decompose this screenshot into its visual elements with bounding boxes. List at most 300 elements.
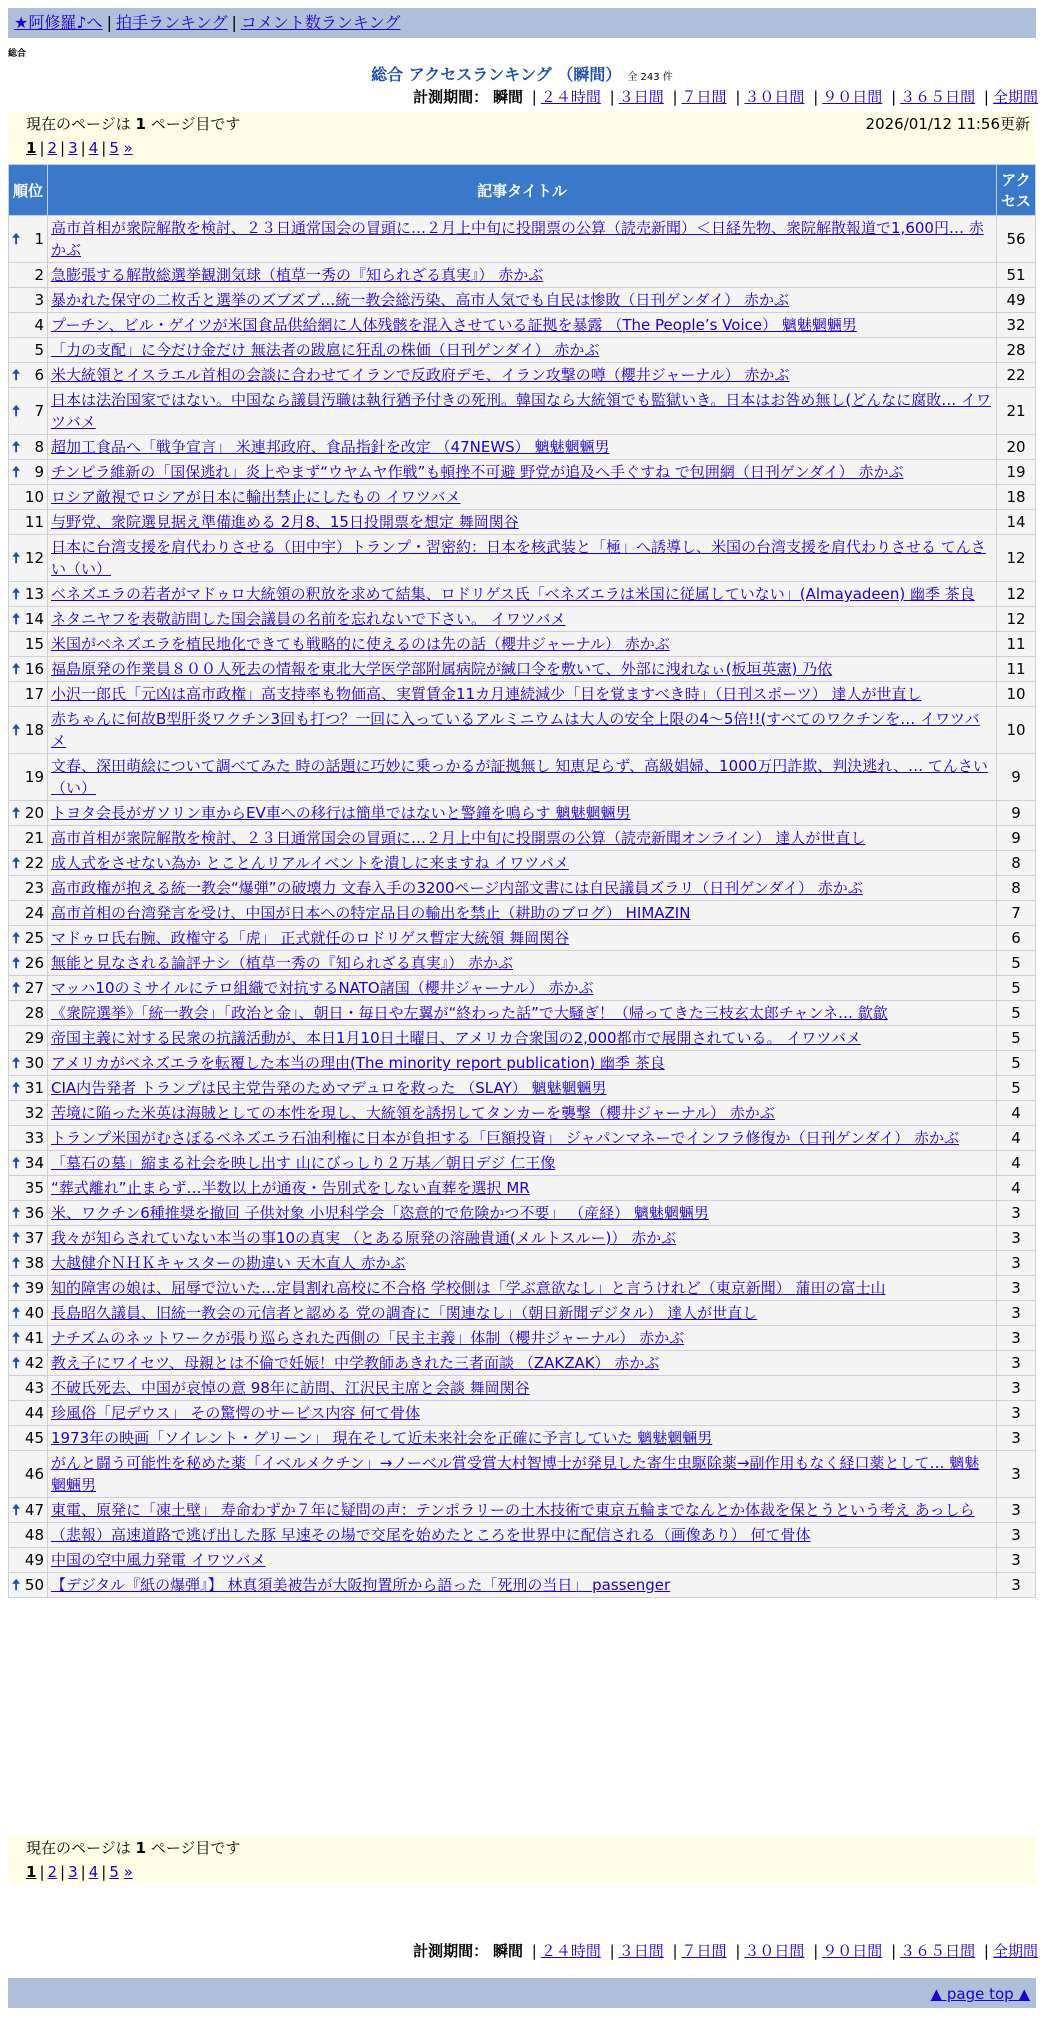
title-cell — [48, 1301, 996, 1325]
nav-separator: | — [106, 13, 112, 32]
rank-number: 19 — [24, 768, 44, 786]
rank-number: 31 — [24, 1079, 44, 1097]
article-link[interactable]: 高市首相が衆院解散を検討、２３日通常国会の冒頭に…２月上中旬に投開票の公算（読売新聞オンライン） 達人が世直し — [51, 829, 866, 847]
article-link[interactable]: 苦境に陥った米英は海賊としての本性を現し、大統領を誘拐してタンカーを襲撃（櫻井ジャーナル） 赤かぶ — [51, 1104, 775, 1122]
comment-ranking-link[interactable]: コメント数ランキング — [240, 13, 401, 32]
rank-cell — [9, 1498, 47, 1522]
rank-number: 49 — [24, 1551, 44, 1569]
period-link-all[interactable]: 全期間 — [992, 1942, 1038, 1960]
table-row — [9, 1326, 1035, 1350]
access-count: 4 — [997, 1176, 1035, 1200]
article-link[interactable]: 無能と見なされる論評ナシ（植草一秀の『知られざる真実』） 赤かぶ — [51, 954, 513, 972]
access-count: 3 — [997, 1451, 1035, 1497]
article-link[interactable]: CIA内告発者 トランプは民主党告発のためマデュロを救った （SLAY） 魑魅魍魎男 — [51, 1079, 607, 1097]
rank-cell — [9, 876, 47, 900]
rank-number: 33 — [24, 1129, 44, 1147]
up-arrow-icon: 🠅 — [12, 366, 21, 384]
title-cell — [48, 926, 996, 950]
rank-cell — [9, 707, 47, 753]
rank-number: 36 — [24, 1204, 44, 1222]
rank-number: 41 — [24, 1329, 44, 1347]
article-link[interactable]: 帝国主義に対する民衆の抗議活動が、本日1月10日土曜日、アメリカ合衆国の2,000都市で展開されている。 イワツバメ — [51, 1029, 861, 1047]
up-arrow-icon: 🠅 — [12, 954, 21, 972]
pager-link-4[interactable]: 4 — [88, 139, 99, 157]
pager-top: 1 | 2 | 3 | 4 | 5 » — [26, 139, 133, 157]
title-cell — [48, 1026, 996, 1050]
title-cell — [48, 485, 996, 509]
access-count: 49 — [997, 288, 1035, 312]
rank-number: 3 — [34, 291, 44, 309]
article-link[interactable]: 大越健介ＮＨＫキャスターの勘違い 天木直人 赤かぶ — [51, 1254, 406, 1272]
access-count: 28 — [997, 338, 1035, 362]
article-link[interactable]: ナチズムのネットワークが張り巡らされた西側の「民主主義」体制（櫻井ジャーナル） 赤かぶ — [51, 1329, 685, 1347]
rank-cell — [9, 388, 47, 434]
title-cell — [48, 1426, 996, 1450]
rank-number: 15 — [24, 635, 44, 653]
article-link[interactable]: 暴かれた保守の二枚舌と選挙のズブズブ…統一教会総汚染、高市人気でも自民は惨敗（日刊ゲンダイ） 赤かぶ — [51, 291, 789, 309]
up-arrow-icon: 🠅 — [12, 721, 21, 739]
rank-cell — [9, 1101, 47, 1125]
rank-number: 50 — [24, 1576, 44, 1594]
rank-cell — [9, 1276, 47, 1300]
pager-link-3[interactable]: 3 — [68, 1863, 78, 1881]
table-row — [9, 607, 1035, 631]
article-link[interactable]: 高市首相が衆院解散を検討、２３日通常国会の冒頭に…２月上中旬に投開票の公算（読売新聞）＜日経先物、衆院解散報道で1,600円… 赤かぶ — [51, 219, 984, 259]
article-link[interactable]: 高市首相の台湾発言を受け、中国が日本への特定品目の輸出を禁止（耕助のブログ） HIMAZIN — [51, 904, 691, 922]
table-row — [9, 1226, 1035, 1250]
rank-number: 45 — [24, 1429, 44, 1447]
rank-cell — [9, 1451, 47, 1497]
period-label: 計測期間： — [413, 1942, 489, 1960]
rank-number: 4 — [34, 316, 44, 334]
article-link[interactable]: チンピラ維新の「国保逃れ」炎上やまず“ウヤムヤ作戦”も頓挫不可避 野党が追及へ手ぐすね で包囲網（日刊ゲンダイ） 赤かぶ — [51, 463, 904, 481]
pager-link-2[interactable]: 2 — [47, 139, 58, 157]
rank-cell — [9, 485, 47, 509]
table-row — [9, 1201, 1035, 1225]
rank-cell — [9, 460, 47, 484]
table-row — [9, 1176, 1035, 1200]
title-cell — [48, 976, 996, 1000]
title-cell — [48, 460, 996, 484]
article-link[interactable]: 成人式をさせない為か とことんリアルイベントを潰しに来ますね イワツバメ — [51, 854, 569, 872]
article-link[interactable]: 長島昭久議員、旧統一教会の元信者と認める 党の調査に「関連なし」（朝日新聞デジタル） 達人が世直し — [51, 1304, 758, 1322]
period-label: 計測期間： — [413, 88, 489, 106]
rank-number: 14 — [24, 610, 44, 628]
page-info-number: 1 — [135, 115, 146, 133]
rank-number: 37 — [24, 1229, 44, 1247]
table-row — [9, 1001, 1035, 1025]
article-link[interactable]: 日本は法治国家ではない。中国なら議員汚職は執行猶予付きの死刑。韓国なら大統領でも監獄いき。日本はお咎め無し(どんなに腐敗… イワツバメ — [51, 391, 992, 431]
title-cell — [48, 288, 996, 312]
access-count: 9 — [997, 801, 1035, 825]
table-row — [9, 1451, 1035, 1497]
article-link[interactable]: 赤ちゃんに何故B型肝炎ワクチン3回も打つ？一回に入っているアルミニウムは大人の安全上限の4～5倍!!(すべてのワクチンを… イワツバメ — [51, 710, 980, 750]
title-cell — [48, 657, 996, 681]
table-row — [9, 288, 1035, 312]
title-cell — [48, 1451, 996, 1497]
rank-cell — [9, 338, 47, 362]
article-link[interactable]: 中国の空中風力発電 イワツバメ — [51, 1551, 266, 1569]
article-link[interactable]: 日本に台湾支援を肩代わりさせる（田中宇）トランプ・習密約：日本を核武装と「極」へ誘導し、米国の台湾支援を肩代わりさせる てんさい（い） — [51, 538, 986, 578]
up-arrow-icon: 🠅 — [12, 1576, 21, 1594]
rank-cell — [9, 1401, 47, 1425]
pager-link-4[interactable]: 4 — [88, 1863, 99, 1881]
rank-number: 18 — [24, 721, 44, 739]
title-cell — [48, 1101, 996, 1125]
up-arrow-icon: 🠅 — [12, 610, 21, 628]
article-link[interactable]: 高市政権が抱える統一教会“爆弾”の破壊力 文春入手の3200ページ内部文書には自民議員ズラリ（日刊ゲンダイ） 赤かぶ — [51, 879, 863, 897]
title-cell — [48, 707, 996, 753]
rank-cell — [9, 263, 47, 287]
period-link-365d[interactable]: ３６５日間 — [900, 1942, 976, 1960]
rank-number: 30 — [24, 1054, 44, 1072]
article-link[interactable]: 珍風俗「尼デウス」 その驚愕のサービス内容 何て骨体 — [51, 1404, 421, 1422]
clap-ranking-link[interactable]: 拍手ランキング — [115, 13, 228, 32]
access-count: 20 — [997, 435, 1035, 459]
access-count: 56 — [997, 216, 1035, 262]
up-arrow-icon: 🠅 — [12, 585, 21, 603]
access-count: 3 — [997, 1426, 1035, 1450]
up-arrow-icon: 🠅 — [12, 1304, 21, 1322]
table-row — [9, 460, 1035, 484]
access-count: 3 — [997, 1401, 1035, 1425]
page-info-prefix: 現在のページは — [26, 115, 131, 133]
pager-current: 1 — [26, 1863, 37, 1881]
access-count: 12 — [997, 607, 1035, 631]
title-cell — [48, 1201, 996, 1225]
period-link-90d[interactable]: ９０日間 — [822, 1942, 883, 1960]
access-count: 5 — [997, 1076, 1035, 1100]
title-cell — [48, 535, 996, 581]
rank-number: 23 — [24, 879, 44, 897]
access-count: 51 — [997, 263, 1035, 287]
title-cell — [48, 682, 996, 706]
table-row — [9, 535, 1035, 581]
rank-cell — [9, 1076, 47, 1100]
rank-cell — [9, 582, 47, 606]
table-row — [9, 1498, 1035, 1522]
up-arrow-icon: 🠅 — [12, 1279, 21, 1297]
rank-number: 29 — [24, 1029, 44, 1047]
table-row — [9, 657, 1035, 681]
updated-timestamp: 2026/01/12 11:56更新 — [865, 115, 1030, 133]
article-link[interactable]: マドゥロ氏右腕、政権守る「虎」 正式就任のロドリゲス暫定大統領 舞岡関谷 — [51, 929, 570, 947]
title-cell — [48, 607, 996, 631]
rank-cell — [9, 1548, 47, 1572]
period-link-90d[interactable]: ９０日間 — [822, 88, 883, 106]
pager-link-5[interactable]: 5 — [109, 1863, 119, 1881]
ranking-body — [9, 216, 1035, 1597]
table-row — [9, 1301, 1035, 1325]
access-count: 8 — [997, 851, 1035, 875]
access-count: 3 — [997, 1326, 1035, 1350]
title-cell — [48, 1351, 996, 1375]
period-link-7d[interactable]: ７日間 — [681, 88, 727, 106]
article-link[interactable]: （悲報）高速道路で逃げ出した豚 早速その場で交尾を始めたところを世界中に配信される（画像あり） 何て骨体 — [51, 1526, 811, 1544]
article-link[interactable]: 米大統領とイスラエル首相の会談に合わせてイランで反政府デモ、イラン攻撃の噂（櫻井ジャーナル） 赤かぶ — [51, 366, 790, 384]
period-current: 瞬間 — [492, 1942, 523, 1960]
article-link[interactable]: 米国がベネズエラを植民地化できても戦略的に使えるのは先の話（櫻井ジャーナル） 赤かぶ — [51, 635, 670, 653]
article-link[interactable]: マッハ10のミサイルにテロ組織で対抗するNATO諸国（櫻井ジャーナル） 赤かぶ — [51, 979, 594, 997]
rank-number: 1 — [34, 230, 44, 248]
period-link-all[interactable]: 全期間 — [992, 88, 1038, 106]
access-count: 19 — [997, 460, 1035, 484]
rank-number: 16 — [24, 660, 44, 678]
up-arrow-icon: 🠅 — [12, 438, 21, 456]
rank-cell — [9, 216, 47, 262]
rank-number: 35 — [24, 1179, 44, 1197]
pager-link-5[interactable]: 5 — [109, 139, 119, 157]
article-link[interactable]: トランプ米国がむさぼるベネズエラ石油利権に日本が負担する「巨額投資」 ジャパンマネーでインフラ修復か（日刊ゲンダイ） 赤かぶ — [51, 1129, 960, 1147]
title-cell — [48, 1548, 996, 1572]
rank-number: 20 — [24, 804, 44, 822]
page-info-top — [8, 112, 1036, 162]
pager-link-3[interactable]: 3 — [68, 139, 78, 157]
up-arrow-icon: 🠅 — [12, 1054, 21, 1072]
table-row — [9, 901, 1035, 925]
up-arrow-icon: 🠅 — [12, 1329, 21, 1347]
page-info-suffix: ページ目です — [150, 115, 241, 133]
page-info-bottom — [8, 1836, 1036, 1884]
table-row — [9, 1126, 1035, 1150]
title-cell — [48, 851, 996, 875]
title-cell — [48, 1001, 996, 1025]
title-cell — [48, 582, 996, 606]
rank-cell — [9, 1251, 47, 1275]
period-link-3d[interactable]: ３日間 — [618, 1942, 664, 1960]
rank-number: 12 — [24, 549, 44, 567]
rank-cell — [9, 801, 47, 825]
period-nav-top: 計測期間： 瞬間 | ２４時間 | ３日間 | ７日間 | ３０日間 | ９０日間 | ３６５日間 | 全期間 — [413, 88, 1038, 106]
access-count: 3 — [997, 1523, 1035, 1547]
article-link[interactable]: 東電、原発に「凍土壁」 寿命わずか７年に疑問の声：テンポラリーの土木技術で東京五輪までなんとか体裁を保とうという考え あっしら — [51, 1501, 975, 1519]
category-label: 総合 — [8, 49, 27, 59]
page-info-suffix: ページ目です — [150, 1839, 241, 1857]
rank-cell — [9, 1573, 47, 1597]
table-row — [9, 313, 1035, 337]
period-nav-bottom: 計測期間： 瞬間 | ２４時間 | ３日間 | ７日間 | ３０日間 | ９０日間 | ３６５日間 | 全期間 — [413, 1942, 1038, 1960]
up-arrow-icon: 🠅 — [12, 1154, 21, 1172]
article-link[interactable]: プーチン、ビル・ゲイツが米国食品供給網に人体残骸を混入させている証拠を暴露 （The People’s Voice） 魑魅魍魎男 — [51, 316, 857, 334]
title-cell — [48, 901, 996, 925]
table-row — [9, 1026, 1035, 1050]
title-cell — [48, 388, 996, 434]
title-cell — [48, 801, 996, 825]
page-info-prefix: 現在のページは — [26, 1839, 131, 1857]
table-row — [9, 926, 1035, 950]
rank-cell — [9, 951, 47, 975]
article-link[interactable]: 「力の支配」に今だけ金だけ 無法者の跋扈に狂乱の株価（日刊ゲンダイ） 赤かぶ — [51, 341, 600, 359]
article-link[interactable]: トヨタ会長がガソリン車からEV車への移行は簡単ではないと警鐘を鳴らす 魑魅魍魎男 — [51, 804, 631, 822]
article-link[interactable]: 【デジタル『紙の爆弾』】 林真須美被告が大阪拘置所から語った「死刑の当日」 passenger — [51, 1576, 671, 1594]
table-row — [9, 338, 1035, 362]
up-arrow-icon: 🠅 — [12, 230, 21, 248]
home-link[interactable]: ★阿修羅♪へ — [14, 13, 103, 32]
table-header-row — [9, 165, 1035, 215]
title-cell — [48, 951, 996, 975]
header-access: アクセス — [997, 165, 1035, 215]
table-row — [9, 851, 1035, 875]
period-link-24h[interactable]: ２４時間 — [540, 88, 601, 106]
title-cell — [48, 363, 996, 387]
article-link[interactable]: 文春、深田萌絵について調べてみた 時の話題に巧妙に乗っかるが証拠無し 知恵足らず、高級娼婦、1000万円詐欺、判決逃れ、… てんさい（い） — [51, 757, 988, 797]
access-count: 3 — [997, 1251, 1035, 1275]
title-cell — [48, 263, 996, 287]
article-link[interactable]: 急膨張する解散総選挙観測気球（植草一秀の『知られざる真実』） 赤かぶ — [51, 266, 544, 284]
table-row — [9, 388, 1035, 434]
rank-number: 40 — [24, 1304, 44, 1322]
rank-cell — [9, 1301, 47, 1325]
header-title: 記事タイトル — [48, 165, 996, 215]
access-count: 3 — [997, 1498, 1035, 1522]
table-row — [9, 1401, 1035, 1425]
page-top-link[interactable]: ▲ page top ▲ — [930, 1985, 1030, 2003]
title-cell — [48, 338, 996, 362]
rank-cell — [9, 510, 47, 534]
access-count: 3 — [997, 1301, 1035, 1325]
table-row — [9, 263, 1035, 287]
table-row — [9, 951, 1035, 975]
rank-number: 32 — [24, 1104, 44, 1122]
article-link[interactable]: 福島原発の作業員８００人死去の情報を東北大学医学部附属病院が緘口令を敷いて、外部に洩れなぃ(板垣英憲) 乃依 — [51, 660, 833, 678]
article-link[interactable]: 与野党、衆院選見据え準備進める 2月8、15日投開票を想定 舞岡関谷 — [51, 513, 519, 531]
rank-cell — [9, 1001, 47, 1025]
rank-number: 47 — [24, 1501, 44, 1519]
access-count: 3 — [997, 1573, 1035, 1597]
table-row — [9, 435, 1035, 459]
rank-number: 8 — [34, 438, 44, 456]
rank-number: 17 — [24, 685, 44, 703]
access-count: 3 — [997, 1376, 1035, 1400]
rank-number: 13 — [24, 585, 44, 603]
table-row — [9, 801, 1035, 825]
article-link[interactable]: 《衆院選挙》「統一教会」「政治と金」、朝日・毎日や左翼が“終わった話”で大騒ぎ！（帰ってきた三枝玄太郎チャンネ… 歙歙 — [51, 1004, 888, 1022]
title-cell — [48, 1251, 996, 1275]
article-link[interactable]: 小沢一郎氏「元凶は高市政権」高支持率も物価高、実質賃金11カ月連続減少「目を覚ますべき時」（日刊スポーツ） 達人が世直し — [51, 685, 922, 703]
table-row — [9, 485, 1035, 509]
access-count: 5 — [997, 1051, 1035, 1075]
table-row — [9, 1051, 1035, 1075]
title-cell — [48, 1051, 996, 1075]
title-cell — [48, 1401, 996, 1425]
access-count: 4 — [997, 1151, 1035, 1175]
article-link[interactable]: 1973年の映画「ソイレント・グリーン」 現在そして近未来社会を正確に予言していた 魑魅魍魎男 — [51, 1429, 713, 1447]
rank-cell — [9, 1226, 47, 1250]
rank-cell — [9, 657, 47, 681]
rank-number: 44 — [24, 1404, 44, 1422]
article-link[interactable]: がんと闘う可能性を秘めた薬「イベルメクチン」→ノーベル賞受賞大村智博士が発見した寄生虫駆除薬→副作用もなく経口薬として… 魑魅魍魎男 — [51, 1454, 980, 1494]
access-count: 14 — [997, 510, 1035, 534]
up-arrow-icon: 🠅 — [12, 402, 21, 420]
period-link-365d[interactable]: ３６５日間 — [900, 88, 976, 106]
article-link[interactable]: “葬式離れ”止まらず…半数以上が通夜・告別式をしない直葬を選択 MR — [51, 1179, 530, 1197]
rank-cell — [9, 682, 47, 706]
access-count: 6 — [997, 926, 1035, 950]
rank-number: 9 — [34, 463, 44, 481]
rank-cell — [9, 535, 47, 581]
rank-cell — [9, 435, 47, 459]
title-cell — [48, 313, 996, 337]
pager-next[interactable]: » — [123, 139, 133, 157]
title-cell — [48, 1176, 996, 1200]
access-count: 5 — [997, 1026, 1035, 1050]
article-link[interactable]: 我々が知らされていない本当の事10の真実 （とある原発の溶融貴通(メルトスルー)） 赤かぶ — [51, 1229, 677, 1247]
pager-next[interactable]: » — [123, 1863, 133, 1881]
article-link[interactable]: ネタニヤフを表敬訪問した国会議員の名前を忘れないで下さい。 イワツバメ — [51, 610, 566, 628]
rank-number: 38 — [24, 1254, 44, 1272]
access-count: 11 — [997, 657, 1035, 681]
rank-cell — [9, 1126, 47, 1150]
access-count: 10 — [997, 707, 1035, 753]
rank-number: 25 — [24, 929, 44, 947]
table-row — [9, 1151, 1035, 1175]
table-row — [9, 510, 1035, 534]
title-cell — [48, 1326, 996, 1350]
article-link[interactable]: 超加工食品へ「戦争宣言」 米連邦政府、食品指針を改定 （47NEWS） 魑魅魍魎男 — [51, 438, 610, 456]
table-row — [9, 582, 1035, 606]
up-arrow-icon: 🠅 — [12, 979, 21, 997]
article-link[interactable]: 教え子にワイセツ、母親とは不倫で妊娠！中学教師あきれた三者面談 （ZAKZAK） 赤かぶ — [51, 1354, 660, 1372]
article-link[interactable]: 「墓石の墓」縮まる社会を映し出す 山にびっしり２万基／朝日デジ 仁王像 — [51, 1154, 556, 1172]
top-nav-bar — [8, 8, 1036, 38]
up-arrow-icon: 🠅 — [12, 1229, 21, 1247]
rank-number: 11 — [24, 513, 44, 531]
period-link-30d[interactable]: ３０日間 — [744, 88, 805, 106]
rank-number: 34 — [24, 1154, 44, 1172]
access-count: 32 — [997, 313, 1035, 337]
table-row — [9, 1376, 1035, 1400]
period-link-30d[interactable]: ３０日間 — [744, 1942, 805, 1960]
up-arrow-icon: 🠅 — [12, 1501, 21, 1519]
rank-cell — [9, 926, 47, 950]
access-count: 18 — [997, 485, 1035, 509]
access-count: 12 — [997, 535, 1035, 581]
rank-cell — [9, 754, 47, 800]
access-count: 3 — [997, 1226, 1035, 1250]
pager-link-2[interactable]: 2 — [47, 1863, 58, 1881]
table-row — [9, 707, 1035, 753]
pager-current: 1 — [26, 139, 37, 157]
rank-cell — [9, 1326, 47, 1350]
access-count: 9 — [997, 754, 1035, 800]
article-link[interactable]: アメリカがベネズエラを転覆した本当の理由(The minority report publication) 幽季 茶良 — [51, 1054, 665, 1072]
rank-cell — [9, 363, 47, 387]
access-count: 5 — [997, 951, 1035, 975]
title-cell — [48, 1523, 996, 1547]
title-cell — [48, 1276, 996, 1300]
up-arrow-icon: 🠅 — [12, 1354, 21, 1372]
period-link-3d[interactable]: ３日間 — [618, 88, 664, 106]
rank-cell — [9, 1051, 47, 1075]
up-arrow-icon: 🠅 — [12, 854, 21, 872]
article-link[interactable]: ベネズエラの若者がマドゥロ大統領の釈放を求めて結集、ロドリゲス氏「ベネズエラは米国に従属していない」(Almayadeen) 幽季 茶良 — [51, 585, 975, 603]
title-cell — [48, 1376, 996, 1400]
title-cell — [48, 510, 996, 534]
page-info-number: 1 — [135, 1839, 146, 1857]
period-link-24h[interactable]: ２４時間 — [540, 1942, 601, 1960]
rank-cell — [9, 826, 47, 850]
pager-bottom: 1 | 2 | 3 | 4 | 5 » — [26, 1863, 133, 1881]
access-count: 3 — [997, 1201, 1035, 1225]
up-arrow-icon: 🠅 — [12, 660, 21, 678]
table-row — [9, 1351, 1035, 1375]
article-link[interactable]: 不破氏死去、中国が哀悼の意 98年に訪問、江沢民主席と会談 舞岡関谷 — [51, 1379, 530, 1397]
article-link[interactable]: 米、ワクチン6種推奨を撤回 子供対象 小児科学会「恣意的で危険かつ不要」 （産経） 魑魅魍魎男 — [51, 1204, 709, 1222]
period-link-7d[interactable]: ７日間 — [681, 1942, 727, 1960]
table-row — [9, 363, 1035, 387]
article-link[interactable]: 知的障害の娘は、屈辱で泣いた…定員割れ高校に不合格 学校側は「学ぶ意欲なし」と言うけれど（東京新聞） 蒲田の富士山 — [51, 1279, 886, 1297]
article-link[interactable]: ロシア敵視でロシアが日本に輸出禁止にしたもの イワツバメ — [51, 488, 461, 506]
